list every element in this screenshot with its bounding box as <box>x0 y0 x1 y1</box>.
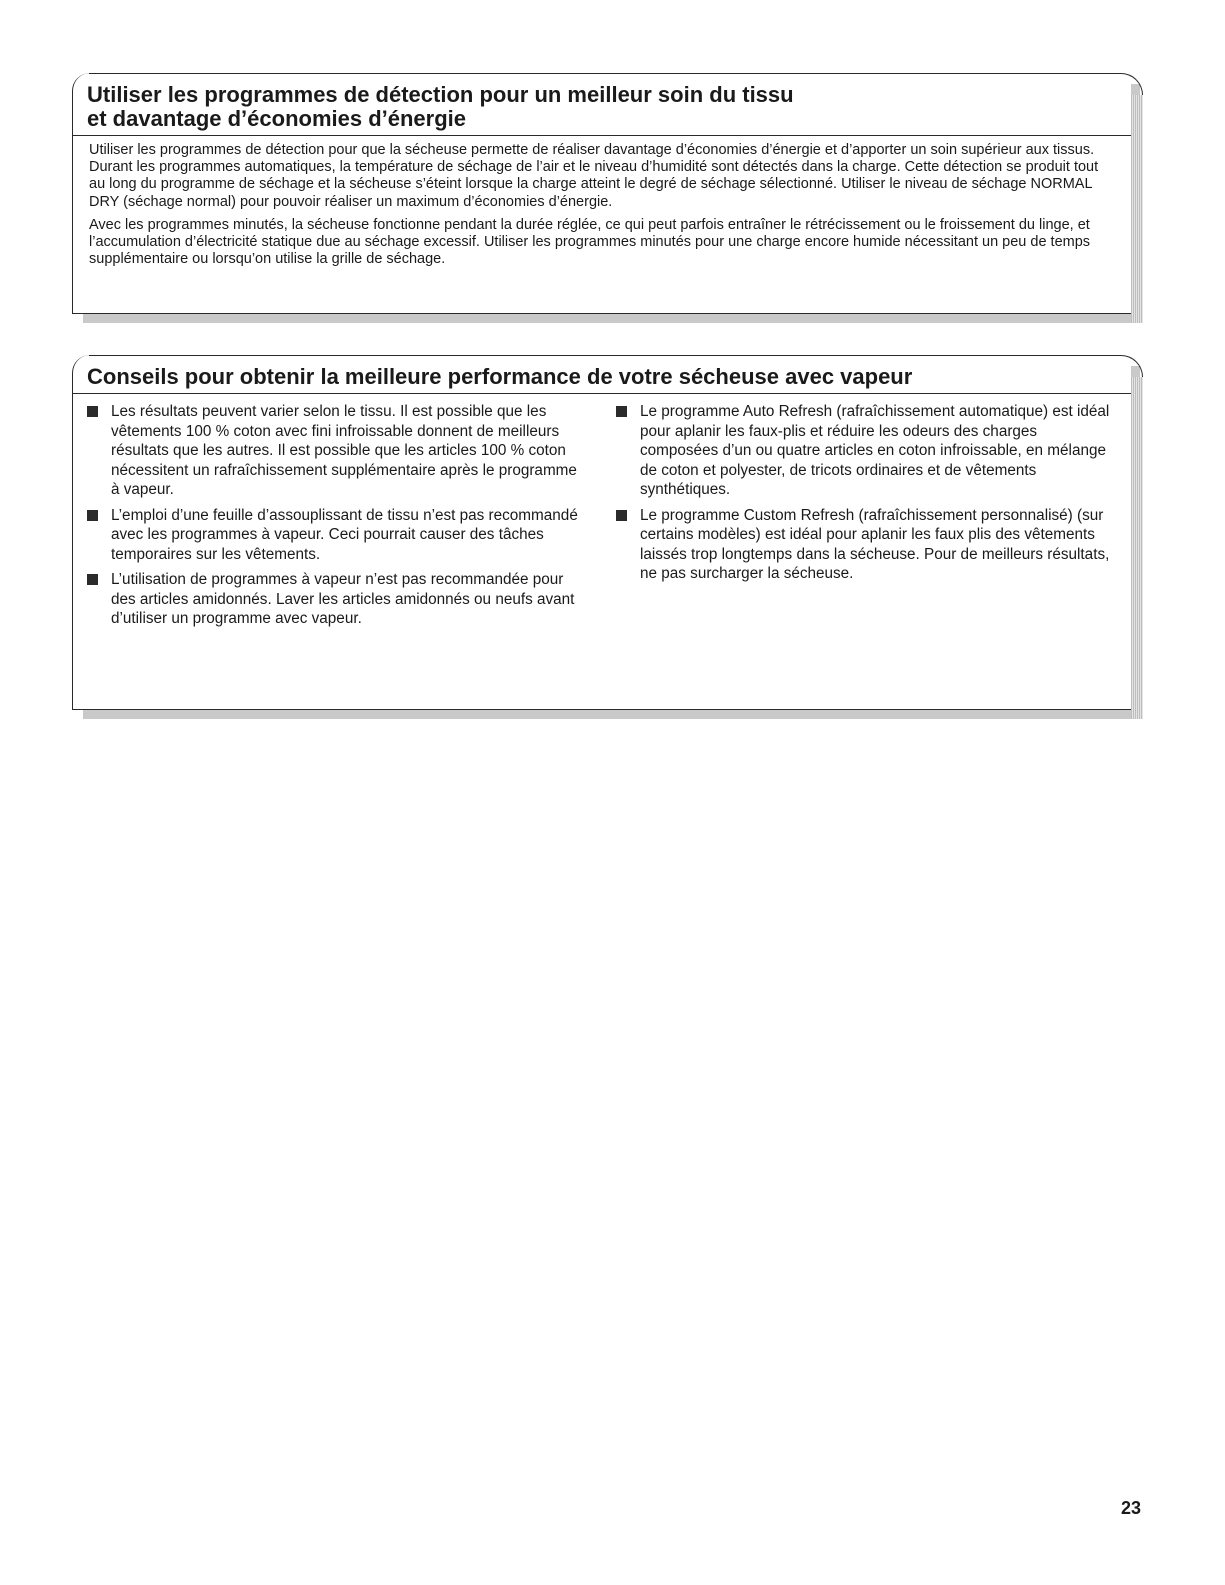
section-title-line-2: et davantage d’économies d’énergie <box>87 106 467 131</box>
section-title-sensor-programs <box>73 73 1131 131</box>
bullet-text: Les résultats peuvent varier selon le tissu. Il est possible que les vêtements 100 % coton avec fini infroissable donnent de meilleurs résultats que les autres. Il est possible que les articles 100 % coton nécessitent un rafraîchissement supplémentaire après le programme à vapeur. <box>111 403 577 498</box>
bullet-text: Le programme Auto Refresh (rafraîchissement automatique) est idéal pour aplanir les faux-plis et réduire les odeurs des charges composées d’un ou quatre articles en coton infroissable, en mélange de coton et polyester, de tricots ordinaires et de vêtements synthétiques. <box>640 403 1110 498</box>
list-item <box>87 402 586 500</box>
right-column <box>612 402 1121 635</box>
square-bullet-icon <box>87 510 98 521</box>
bullet-text: L’emploi d’une feuille d’assouplissant de tissu n’est pas recommandé avec les programmes à vapeur. Ceci pourrait causer des tâches temporaires sur les vêtements. <box>111 506 578 563</box>
list-item <box>87 570 586 629</box>
list-item <box>616 506 1115 584</box>
section-title-line-1: Utiliser les programmes de détection pour un meilleur soin du tissu <box>87 82 794 107</box>
bullet-text: Le programme Custom Refresh (rafraîchissement personnalisé) (sur certains modèles) est idéal pour aplanir les faux plis des vêtements laissés trop longtemps dans la sécheuse. Pour de meilleurs résultats, ne pas surcharger la sécheuse. <box>640 506 1110 582</box>
page-number: 23 <box>1120 1498 1141 1518</box>
paragraph-timed-programs: Avec les programmes minutés, la sécheuse fonctionne pendant la durée réglée, ce qui peut parfois entraîner le rétrécissement ou le froissement du linge, et l’accumulation d’électricité statique due au séchage excessif. Utiliser les programmes minutés pour une charge encore humide nécessitant un peu de temps supplémentaire ou lorsqu’on utilise la grille de séchage. <box>89 216 1091 268</box>
square-bullet-icon <box>87 574 98 585</box>
section-title-steam-tips: Conseils pour obtenir la meilleure performance de votre sécheuse avec vapeur <box>87 364 913 389</box>
section-body <box>73 136 1131 268</box>
square-bullet-icon <box>616 406 627 417</box>
paragraph-sensor-programs: Utiliser les programmes de détection pour que la sécheuse permette de réaliser davantage d’économies d’énergie et d’apporter un soin supérieur aux tissus. Durant les programmes automatiques, la température de séchage de l’air et le niveau d’humidité sont détectés dans la charge. Cette détection se produit tout au long du programme de séchage et la sécheuse s’éteint lorsque la charge atteint le degré de séchage sélectionné. Utiliser le niveau de séchage NORMAL DRY (séchage normal) pour pouvoir réaliser un maximum d’économies d’énergie. <box>89 142 1099 210</box>
section-sensor-programs <box>72 73 1131 314</box>
list-item <box>87 506 586 565</box>
bullet-text: L’utilisation de programmes à vapeur n’est pas recommandée pour des articles amidonnés. Laver les articles amidonnés ou neufs avant d’utiliser un programme avec vapeur. <box>111 571 575 627</box>
square-bullet-icon <box>87 406 98 417</box>
list-item <box>616 402 1115 500</box>
bullet-columns <box>73 394 1131 635</box>
section-steam-tips <box>72 355 1131 710</box>
square-bullet-icon <box>616 510 627 521</box>
left-column <box>87 402 612 635</box>
